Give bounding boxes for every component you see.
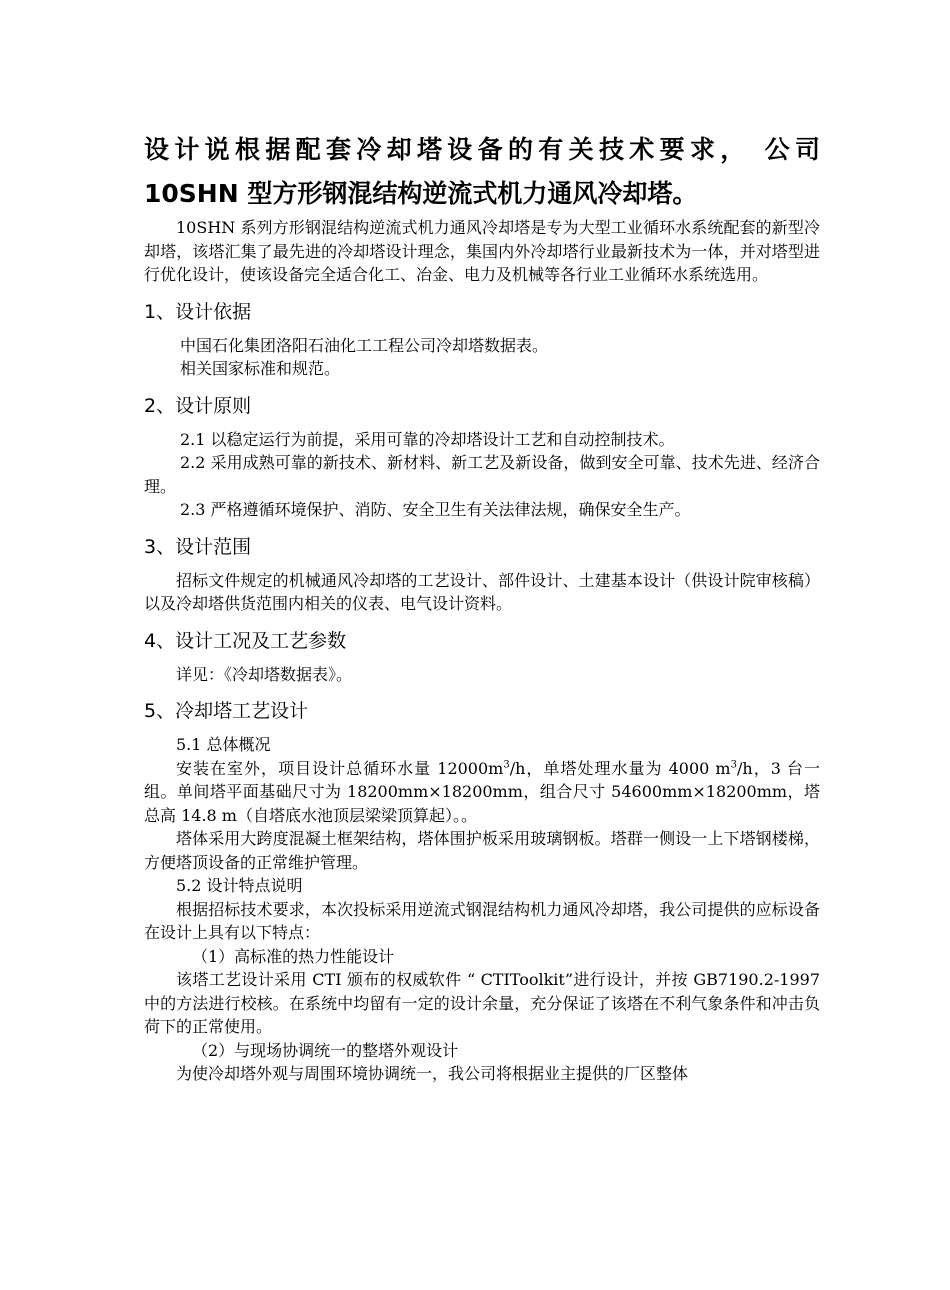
section5-paragraph-5: 为使冷却塔外观与周围环境协调统一，我公司将根据业主提供的厂区整体	[176, 1064, 689, 1083]
p1-part-a: 安装在室外，项目设计总循环水量 12000m	[176, 758, 504, 778]
section2-paragraph-2: 2.2 采用成熟可靠的新技术、新材料、新工艺及新设备，做到安全可靠、技术先进、经济合理。	[144, 453, 820, 496]
section5-paragraph-4: 该塔工艺设计采用 CTI 颁布的权威软件 “ CTIToolkit”进行设计，并按 GB7190.2-1997 中的方法进行校核。在系统中均留有一定的设计余量，充分保证了该塔在不利气象条件和冲击负荷下的正常使用。	[144, 970, 820, 1036]
section5-paragraph-1	[144, 757, 820, 828]
p1-part-b: /h，单塔处理水量为 4000 m	[509, 758, 731, 778]
superscript-3: 3	[503, 759, 510, 771]
section3-paragraph-1: 招标文件规定的机械通风冷却塔的工艺设计、部件设计、土建基本设计（供设计院审核稿）以及冷却塔供货范围内相关的仪表、电气设计资料。	[144, 570, 820, 613]
list-item-2: （2）与现场协调统一的整塔外观设计	[192, 1040, 459, 1060]
subsection-5-1-title: 5.1 总体概况	[176, 735, 271, 754]
subsection-5-2-title: 5.2 设计特点说明	[176, 876, 303, 895]
p1-part-c: /h，3 台一组。单间塔平面基础尺寸为 18200mm×18200mm，组合尺寸 54600mm×18200mm，塔总高 14.8 m（自塔底水池顶层梁梁顶算起）。。	[144, 758, 820, 825]
section5-paragraph-2: 塔体采用大跨度混凝土框架结构，塔体围护板采用玻璃钢板。塔群一侧设一上下塔钢楼梯，方便塔顶设备的正常维护管理。	[144, 829, 820, 872]
document-title-line1: 设计说根据配套冷却塔设备的有关技术要求， 公司	[144, 135, 820, 164]
document-page	[144, 128, 820, 1086]
document-title-line2: 10SHN 型方形钢混结构逆流式机力通风冷却塔。	[144, 179, 698, 208]
section-heading-1: 1、设计依据	[144, 300, 252, 323]
section-heading-5: 5、冷却塔工艺设计	[144, 700, 309, 722]
section2-paragraph-1: 2.1 以稳定运行为前提，采用可靠的冷却塔设计工艺和自动控制技术。	[180, 429, 675, 449]
section-heading-2: 2、设计原则	[144, 394, 252, 417]
section2-paragraph-3: 2.3 严格遵循环境保护、消防、安全卫生有关法律法规，确保安全生产。	[180, 500, 691, 519]
section4-paragraph-1: 详见：《冷却塔数据表》。	[176, 664, 353, 684]
section-heading-3: 3、设计范围	[144, 535, 252, 558]
section-heading-4: 4、设计工况及工艺参数	[144, 629, 347, 652]
superscript-3b: 3	[730, 759, 737, 771]
section1-paragraph-2: 相关国家标准和规范。	[180, 359, 341, 378]
intro-paragraph: 10SHN 系列方形钢混结构逆流式机力通风冷却塔是专为大型工业循环水系统配套的新型冷却塔，该塔汇集了最先进的冷却塔设计理念，集国内外冷却塔行业最新技术为一体，并对塔型进行优化设计，使该设备完全适合化工、冶金、电力及机械等各行业工业循环水系统选用。	[144, 218, 820, 284]
section5-paragraph-3: 根据招标技术要求，本次投标采用逆流式钢混结构机力通风冷却塔，我公司提供的应标设备在设计上具有以下特点：	[144, 899, 820, 942]
section1-paragraph-1: 中国石化集团洛阳石油化工工程公司冷却塔数据表。	[180, 335, 549, 355]
list-item-1: （1）高标准的热力性能设计	[192, 946, 395, 966]
